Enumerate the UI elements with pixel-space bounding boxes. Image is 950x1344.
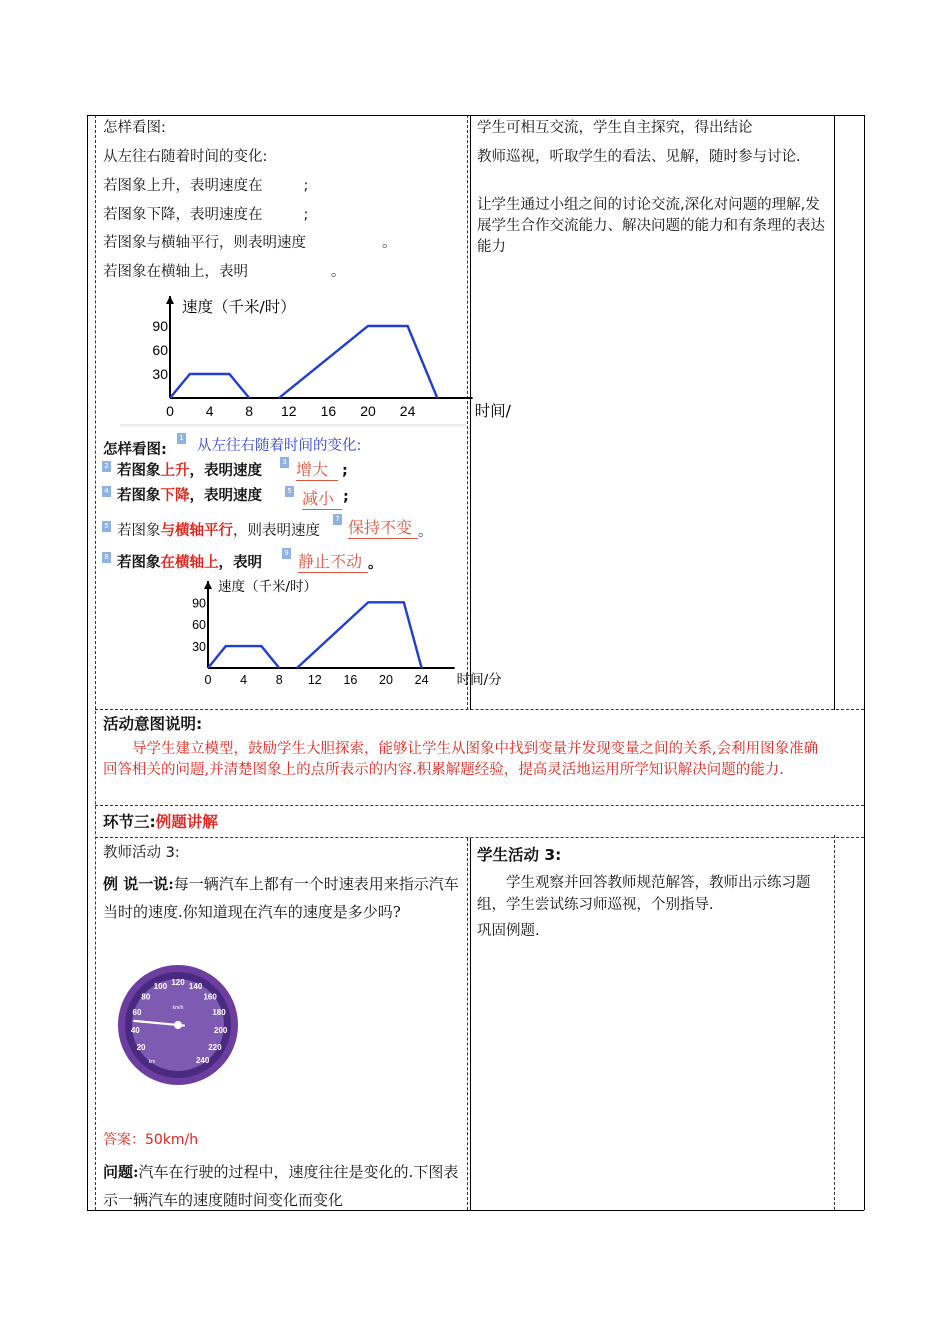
- line-3-text: 若图象下降，表明速度在: [103, 207, 263, 223]
- line3-a: 若图象: [117, 488, 161, 504]
- x-tick-label: 0: [204, 673, 212, 687]
- badge-3: 3: [280, 457, 289, 468]
- x-tick-label: 20: [379, 673, 393, 687]
- slide-line-1: 从左往右随着时间的变化:: [197, 438, 362, 454]
- row-divider-2: [95, 805, 864, 806]
- example-text: 每一辆汽车上都有一个时速表用来指示汽车当时的速度.你知道现在汽车的速度是多少吗?: [103, 875, 459, 921]
- badge-1: 1: [177, 433, 186, 444]
- y-axis-label: 速度（千米/时）: [218, 579, 318, 595]
- series-line-1: [208, 646, 279, 668]
- answer-increase-text: 增大: [296, 457, 338, 481]
- line-3-punct: ;: [303, 207, 309, 223]
- answer-text: 答案：50km/h: [103, 1132, 199, 1148]
- top-left-line-5: [103, 262, 346, 282]
- badge-5: 5: [285, 486, 294, 497]
- badge-8: 8: [102, 552, 111, 563]
- answer-increase: [296, 457, 338, 481]
- inner-right-border: [834, 115, 835, 710]
- badge-7: 7: [333, 514, 342, 525]
- top-right-p2: 教师巡视，听取学生的看法、见解，随时参与讨论.: [477, 149, 801, 165]
- line4-a: 若图象: [117, 523, 161, 539]
- question-label: 问题:: [103, 1163, 139, 1181]
- section-3-header: [103, 810, 218, 832]
- gauge-km-label: km: [148, 1059, 156, 1065]
- series-line-2: [279, 326, 437, 398]
- y-tick-label: 90: [152, 318, 168, 334]
- gauge-tick-label: 60: [132, 1008, 142, 1018]
- teacher-activity-3-title: 教师活动 3:: [103, 845, 180, 861]
- answer-stationary-text: 静止不动: [298, 549, 368, 573]
- line4-dot: 。: [418, 524, 433, 540]
- gauge-tick-label: 240: [195, 1056, 210, 1066]
- section-3-label: 环节三:: [103, 813, 156, 831]
- x-tick-label: 4: [205, 403, 214, 419]
- top-left-heading: 怎样看图:: [103, 120, 166, 136]
- chart-1-bottom-shadow: [120, 424, 466, 428]
- line2-red: 上升: [160, 463, 190, 479]
- column-divider-top: [467, 115, 468, 710]
- row-divider-1: [95, 709, 864, 710]
- intent-text: 导学生建立模型，鼓励学生大胆探索，能够让学生从图象中找到变量并发现变量之间的关系,会利用图象准确回答相关的问题,并清楚图象上的点所表示的内容.积累解题经验，提高灵活地运用所学知识解决问题的能力.: [103, 741, 819, 778]
- column-divider-bottom2: [470, 838, 471, 1210]
- x-axis-label: 时间/: [474, 402, 511, 420]
- badge-6: 5: [102, 521, 111, 532]
- speed-time-chart-2: [146, 578, 502, 708]
- y-axis-arrow: [166, 296, 174, 304]
- gauge-tick-label: 140: [188, 981, 203, 991]
- answer-constant: [348, 515, 418, 539]
- answer-stationary: [298, 549, 368, 573]
- x-tick-label: 16: [343, 673, 358, 687]
- column-divider-top2: [470, 115, 471, 710]
- column-divider-bottom: [467, 838, 468, 1210]
- top-left-line-4: [103, 233, 397, 253]
- gauge-tick-label: 200: [214, 1025, 228, 1035]
- gauge-tick-label: 80: [141, 992, 151, 1002]
- line2-b: ，表明速度: [189, 463, 262, 479]
- line-4-text: 若图象与横轴平行，则表明速度: [103, 235, 306, 251]
- example-label: 例 说一说:: [103, 875, 174, 893]
- line-5-text: 若图象在横轴上，表明: [103, 264, 248, 280]
- y-tick-label: 60: [192, 618, 206, 633]
- y-tick-label: 30: [192, 640, 206, 655]
- line-2-punct: ;: [303, 178, 309, 194]
- table-left-border: [87, 115, 88, 1210]
- student-activity-p1: 学生观察并回答教师规范解答，教师出示练习题组，学生尝试练习师巡视，个别指导.: [477, 875, 811, 913]
- top-left-line-3: [103, 205, 308, 225]
- example-paragraph: [103, 870, 461, 926]
- line-5-punct: 。: [331, 264, 346, 280]
- badge-9: 9: [282, 548, 291, 559]
- line2-a: 若图象: [117, 463, 161, 479]
- gauge-tick-label: 160: [203, 992, 217, 1002]
- x-tick-label: 24: [414, 673, 429, 687]
- slide-line-5: [117, 553, 262, 573]
- y-axis-arrow: [204, 581, 212, 589]
- x-tick-label: 20: [360, 403, 376, 419]
- line5-a: 若图象: [117, 555, 161, 571]
- series-line-1: [170, 374, 249, 398]
- top-right-p3: 让学生通过小组之间的讨论交流,深化对问题的理解,发展学生合作交流能力、解决问题的能力和有条理的表达能力: [477, 197, 825, 255]
- row-divider-3: [95, 837, 864, 838]
- x-tick-label: 0: [166, 403, 174, 419]
- answer-decrease-text: 减小: [302, 486, 342, 510]
- line4-b: ，则表明速度: [233, 523, 320, 539]
- table-right-border: [864, 115, 865, 1210]
- slide-line-3: [117, 486, 262, 506]
- gauge-tick-label: 40: [130, 1025, 140, 1035]
- table-top-border: [87, 115, 864, 116]
- answer-constant-text: 保持不变: [348, 515, 418, 539]
- gauge-tick-label: 120: [171, 978, 185, 987]
- inner-right-dashed: [834, 835, 835, 1210]
- section-3-title: 例题讲解: [155, 813, 218, 831]
- y-tick-label: 60: [152, 342, 168, 358]
- line3-red: 下降: [160, 488, 190, 504]
- speed-time-chart-1: [120, 290, 511, 425]
- y-axis-label: 速度（千米/时）: [182, 298, 296, 316]
- x-tick-label: 24: [399, 403, 416, 419]
- x-tick-label: 16: [320, 403, 337, 419]
- student-activity-3-title: 学生活动 3:: [477, 846, 562, 864]
- line3-semi: ;: [343, 489, 349, 505]
- badge-4: 4: [102, 486, 111, 497]
- gauge-tick-label: 100: [153, 981, 168, 991]
- slide-line-2: [117, 461, 262, 481]
- badge-2: 2: [102, 461, 111, 472]
- line4-red: 与横轴平行: [160, 523, 233, 539]
- x-tick-label: 8: [275, 673, 283, 687]
- gauge-tick-label: 180: [212, 1008, 226, 1018]
- line-2-text: 若图象上升，表明速度在: [103, 178, 263, 194]
- gauge-tick-label: 220: [208, 1043, 222, 1053]
- speedometer-image: [103, 963, 253, 1085]
- intent-heading: 活动意图说明:: [103, 715, 203, 733]
- top-left-line-1: 从左往右随着时间的变化:: [103, 149, 268, 165]
- answer-decrease: [302, 486, 342, 510]
- top-left-line-2: [103, 176, 308, 196]
- y-tick-label: 30: [152, 366, 168, 382]
- line5-b: ，表明: [218, 555, 262, 571]
- student-activity-p2: 巩固例题.: [477, 923, 540, 939]
- x-tick-label: 12: [281, 403, 297, 419]
- line5-dot: 。: [368, 556, 383, 572]
- slide-panel: [96, 430, 502, 708]
- slide-line-4: [117, 521, 320, 541]
- line5-red: 在横轴上: [160, 555, 219, 571]
- top-right-p1: 学生可相互交流，学生自主探究，得出结论: [477, 120, 753, 136]
- line2-semi: ;: [342, 463, 348, 479]
- slide-heading: 怎样看图:: [103, 442, 167, 458]
- gauge-tick-label: 20: [136, 1043, 146, 1053]
- series-line-2: [297, 602, 422, 668]
- gauge-unit-label: km/h: [172, 1005, 184, 1011]
- question-text: 汽车在行驶的过程中，速度往往是变化的.下图表示一辆汽车的速度随时间变化而变化: [103, 1163, 459, 1209]
- y-tick-label: 90: [192, 596, 206, 611]
- x-tick-label: 8: [245, 403, 254, 419]
- gauge-hub: [174, 1021, 182, 1029]
- line-4-punct: 。: [382, 235, 397, 251]
- x-tick-label: 4: [240, 673, 248, 687]
- question-paragraph: [103, 1158, 461, 1214]
- x-axis-label: 时间/分: [456, 672, 502, 688]
- line3-b: ，表明速度: [189, 488, 262, 504]
- x-tick-label: 12: [307, 673, 322, 687]
